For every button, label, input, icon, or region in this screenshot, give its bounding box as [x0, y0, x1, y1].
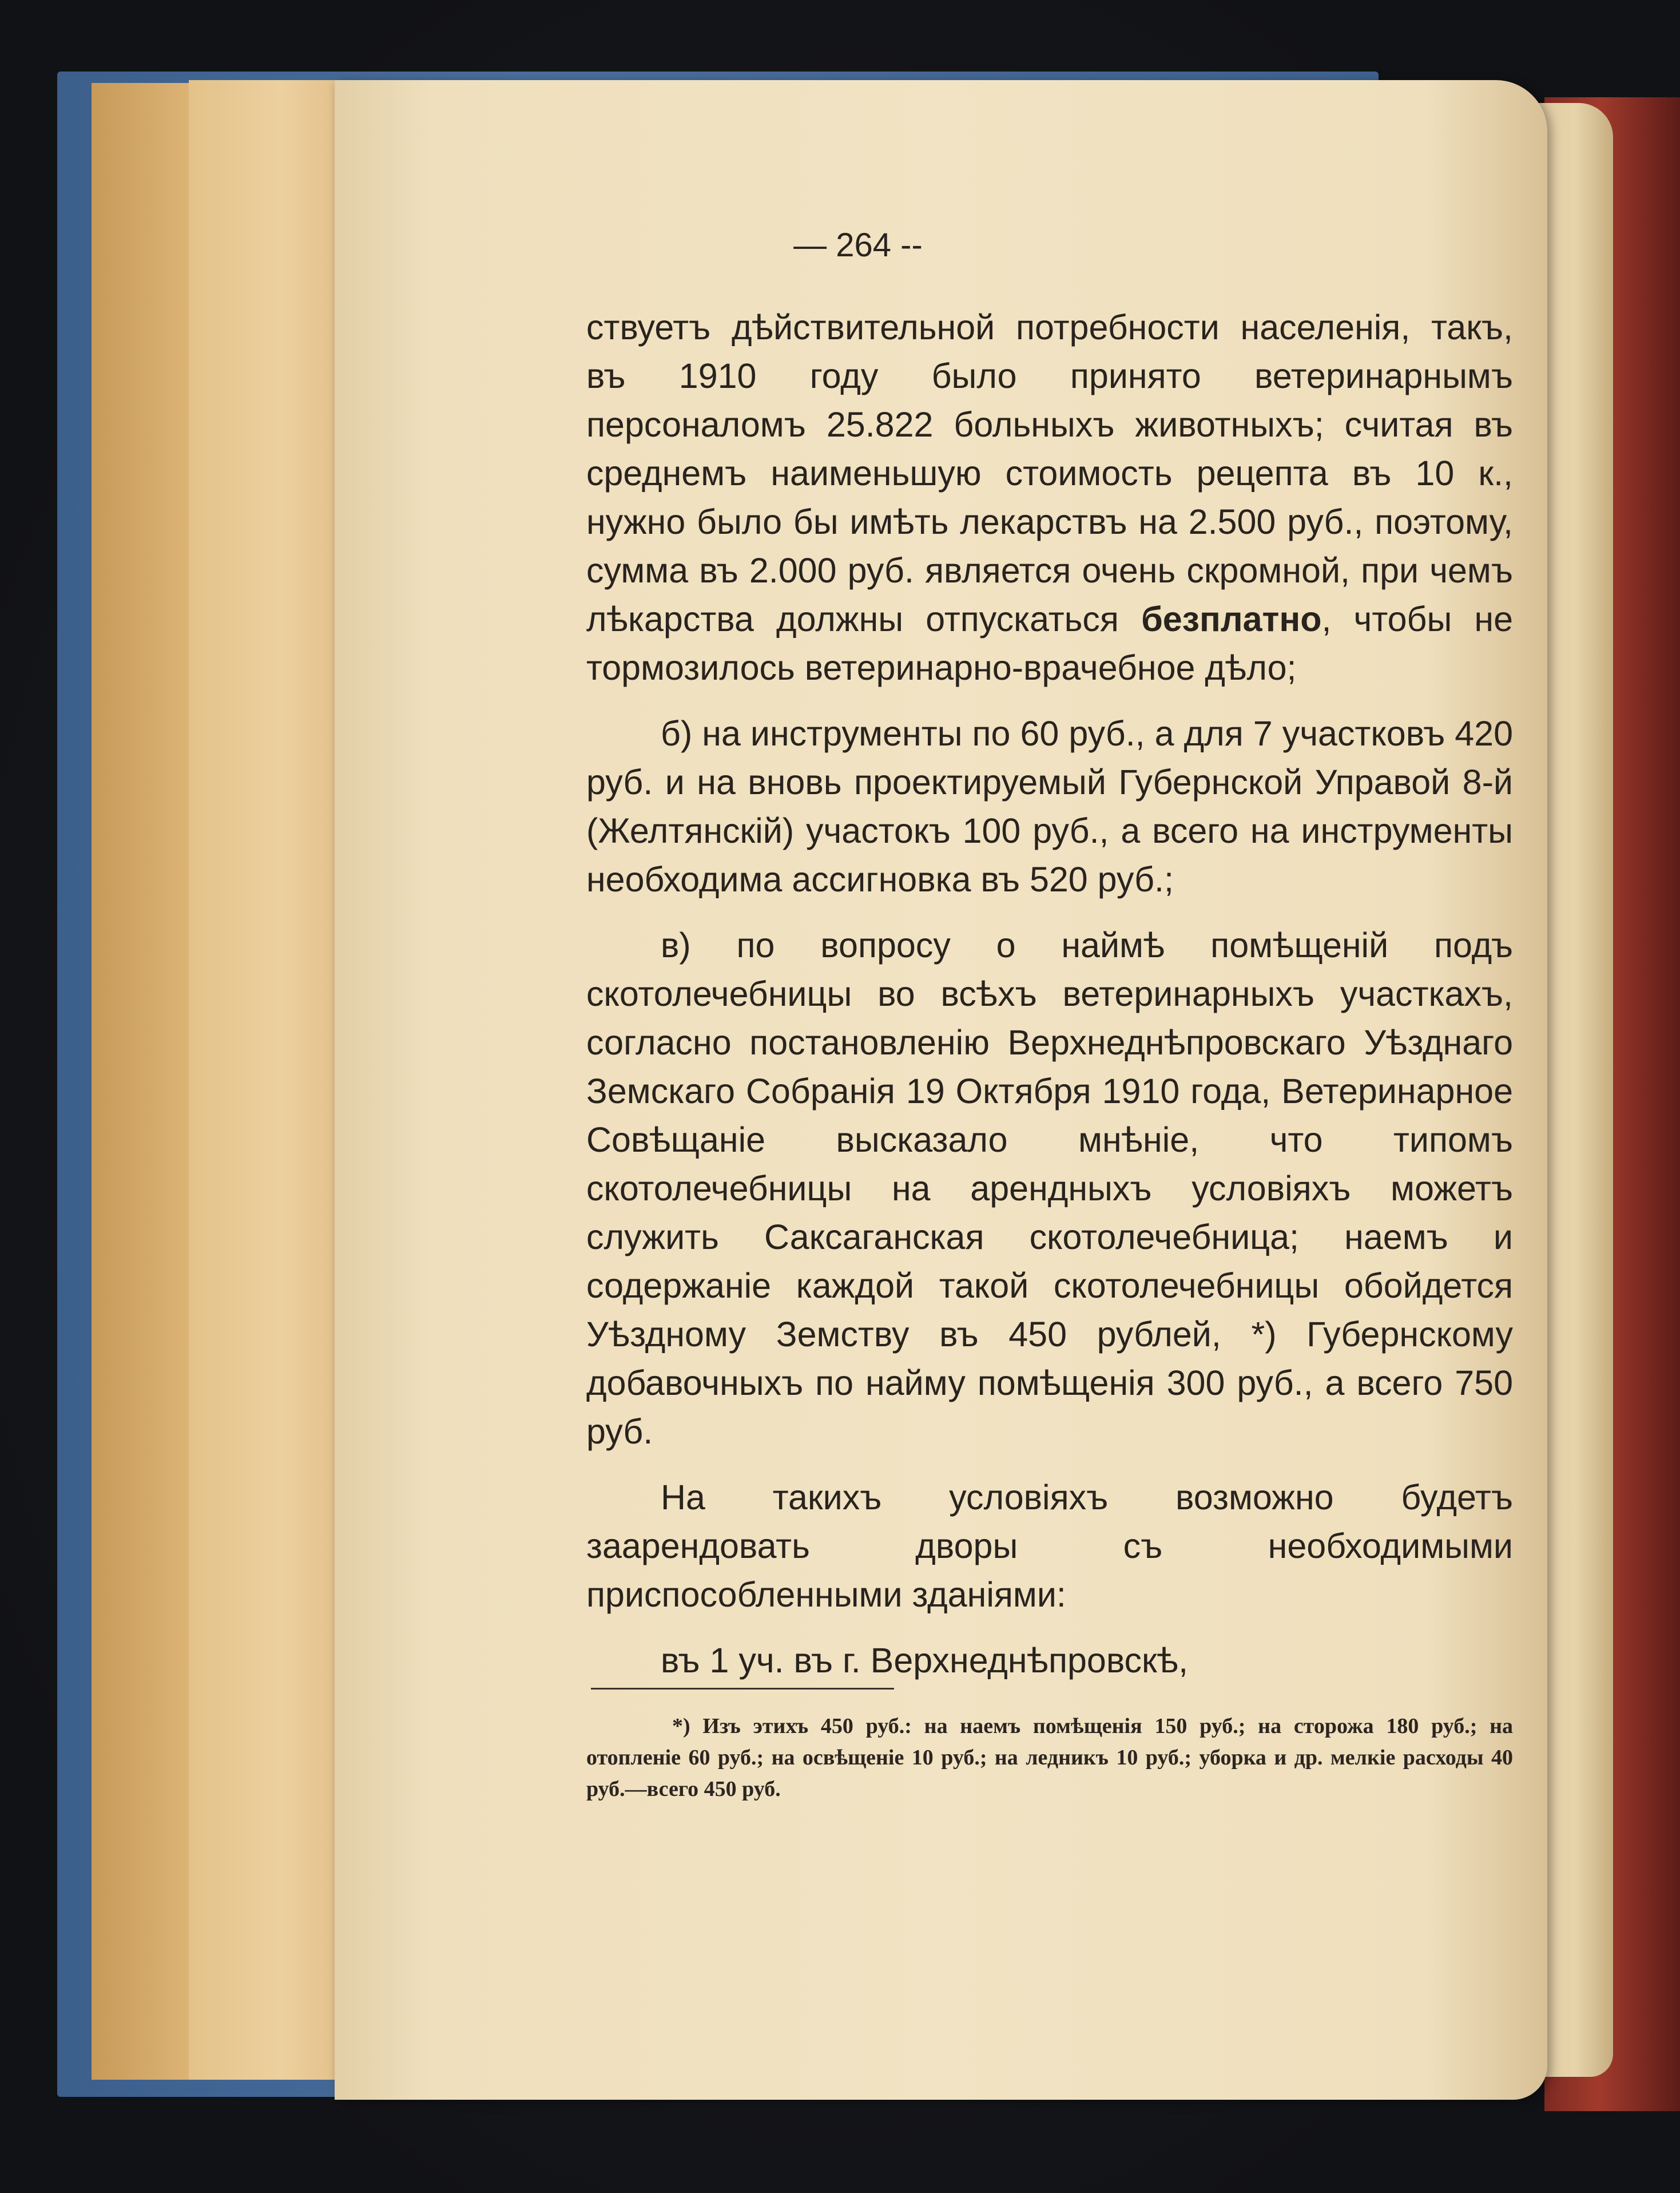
paragraph-3-text-start: в) по вопросу о наймѣ помѣщеній подъ скотолечебницы во всѣхъ ветеринарныхъ участкахъ, согласно постановленію Верхнеднѣпровскаго Уѣзднаго Земскаго Собранія 19 Октября 1910 года, Ветеринарное Совѣщаніе высказало мнѣніе, что типомъ скотолечебницы на арендныхъ условіяхъ можетъ служить Саксаганская скотолечебница; наемъ и содержаніе каждой такой скотолечебницы обойдется Уѣздному Земству въ 450 рублей, — [586, 926, 1513, 1354]
paragraph-3 — [586, 921, 1513, 1456]
book-page — [335, 80, 1547, 2100]
footnote: *) Изъ этихъ 450 руб.: на наемъ помѣщенія 150 руб.; на сторожа 180 руб.; на отопленіе 60 руб.; на освѣщеніе 10 руб.; на ледникъ 10 руб.; уборка и др. мелкіе расходы 40 руб.—всего 450 руб. — [586, 1714, 1513, 1801]
paragraph-1-bold-word: безплатно — [1141, 600, 1322, 639]
paragraph-4: На такихъ условіяхъ возможно будетъ заарендовать дворы съ необходимыми приспособленными зданіями: — [586, 1478, 1513, 1614]
page-body — [586, 303, 1513, 1702]
paragraph-1-text-end: , чтобы не тормозилось ветеринарно-врачебное дѣло; — [586, 600, 1514, 687]
left-page-edge — [189, 80, 343, 2080]
page-number: — 264 -- — [793, 227, 923, 264]
paragraph-2: б) на инструменты по 60 руб., а для 7 участковъ 420 руб. и на вновь проектируемый Губернской Управой 8-й (Желтянскій) участокъ 100 руб., а всего на инструменты необходима ассигновка въ 520 руб.; — [586, 714, 1513, 899]
paragraph-5: въ 1 уч. въ г. Верхнеднѣпровскѣ, — [661, 1641, 1189, 1680]
paragraph-1-text-start: ствуетъ дѣйствительной потребности населенія, такъ, въ 1910 году было принято ветеринарнымъ персоналомъ 25.822 больныхъ животныхъ; считая въ среднемъ наименьшую стоимость рецепта въ 10 к., нужно было бы имѣть лекарствъ на 2.500 руб., поэтому, сумма въ 2.000 руб. является очень скромной, при чемъ лѣкарства должны отпускаться — [586, 308, 1513, 639]
paragraph-3-text-end: Губернскому добавочныхъ по найму помѣщенія 300 руб., а всего 750 руб. — [586, 1315, 1514, 1451]
paragraph-1 — [586, 303, 1513, 692]
footnote-divider — [591, 1688, 894, 1690]
footnote-mark: *) — [1251, 1315, 1277, 1354]
